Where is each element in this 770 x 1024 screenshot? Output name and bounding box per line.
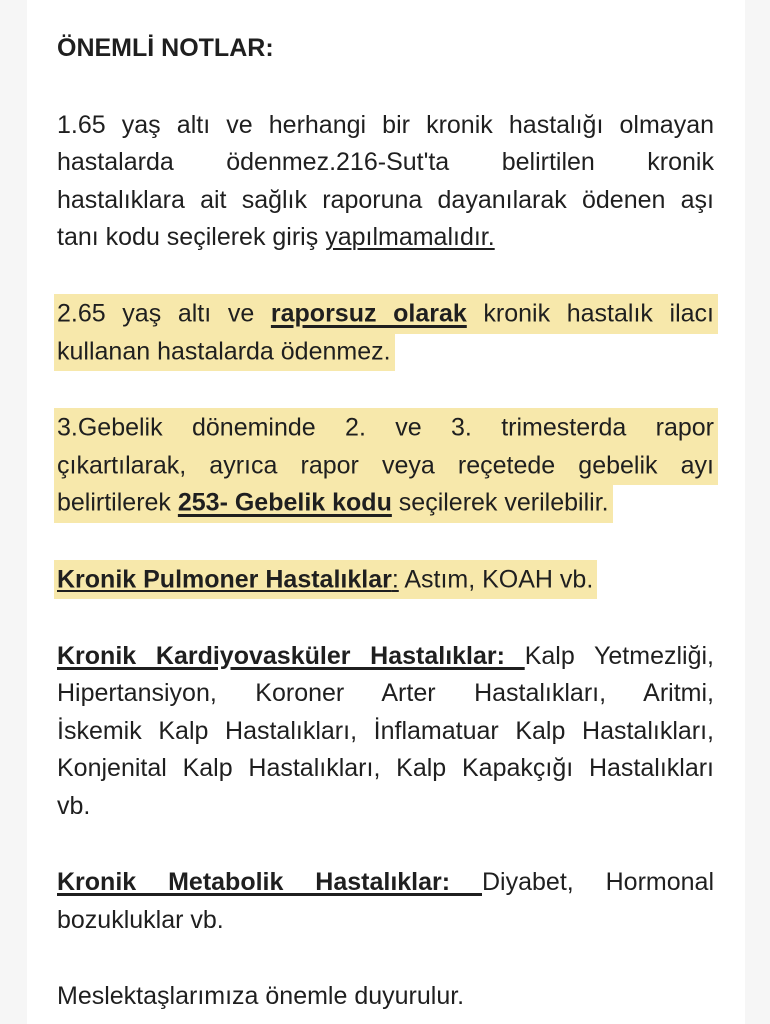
heading-bold-text: Kronik Pulmoner Hastalıklar	[57, 565, 392, 593]
underlined-text: yapılmamalıdır.	[325, 223, 495, 251]
highlight-span	[54, 332, 395, 372]
note-3-paragraph	[57, 410, 714, 523]
text-run: Diyabet, Hormonal	[482, 868, 714, 896]
kardiyovaskuler-paragraph	[57, 638, 714, 826]
text-run: kullanan hastalarda ödenmez.	[57, 337, 391, 365]
text-run: Kalp Yetmezliği,	[524, 641, 714, 670]
kardiyovaskuler-line-2	[57, 675, 714, 713]
note-3-line-3	[57, 485, 714, 523]
section-heading: Kronik Kardiyovasküler Hastalıklar:	[57, 641, 525, 670]
heading-colon: :	[391, 565, 399, 593]
section-heading: Kronik Metabolik Hastalıklar:	[57, 868, 482, 896]
text-run: hastalıklara ait sağlık raporuna dayanılarak ödenen aşı	[57, 185, 714, 214]
kardiyovaskuler-line-3	[57, 713, 714, 751]
text-run: 3.Gebelik döneminde 2. ve 3. trimesterda rapor	[57, 413, 714, 442]
text-run: bozukluklar vb.	[57, 905, 224, 934]
closing-line	[57, 978, 714, 1016]
metabolik-line-2	[57, 902, 714, 940]
note-2-line-2	[57, 333, 714, 371]
document-title: ÖNEMLİ NOTLAR:	[57, 34, 274, 62]
note-1-line-4	[57, 219, 714, 257]
kardiyovaskuler-line-4	[57, 750, 714, 788]
text-run: İskemik Kalp Hastalıkları, İnflamatuar Kalp Hastalıkları,	[57, 716, 714, 745]
text-run: Meslektaşlarımıza önemle duyurulur.	[57, 982, 465, 1010]
text-run: Hipertansiyon, Koroner Arter Hastalıkları, Aritmi,	[57, 679, 714, 707]
bold-underlined-text: 253- Gebelik kodu	[177, 488, 392, 517]
text-run: kronik hastalık ilacı	[466, 299, 715, 328]
note-3-line-1	[57, 410, 714, 448]
closing-paragraph	[57, 978, 714, 1016]
note-3-line-2	[57, 447, 714, 485]
note-2-paragraph	[57, 296, 714, 371]
text-run: seçilerek verilebilir.	[391, 488, 609, 517]
text-run: belirtilerek	[57, 488, 178, 517]
text-run: çıkartılarak, ayrıca rapor veya reçetede gebelik ayı	[57, 451, 714, 479]
highlight-span	[54, 294, 718, 334]
text-run: hastalarda ödenmez.216-Sut'ta belirtilen kronik	[57, 148, 714, 176]
metabolik-line-1	[57, 864, 714, 902]
text-run: vb.	[57, 791, 91, 820]
text-run: Konjenital Kalp Hastalıkları, Kalp Kapakçığı Hastalıkları	[57, 754, 714, 782]
text-run: Astım, KOAH vb.	[398, 565, 594, 593]
highlight-span	[54, 483, 613, 523]
text-run: tanı kodu seçilerek giriş	[57, 223, 326, 251]
document-page	[27, 0, 745, 1024]
pulmoner-paragraph	[57, 561, 714, 599]
text-run: 2.65 yaş altı ve	[57, 299, 271, 328]
note-2-line-1	[57, 296, 714, 334]
section-heading	[57, 565, 399, 593]
bold-underlined-text: raporsuz olarak	[270, 299, 467, 328]
highlight-span	[54, 446, 718, 486]
pulmoner-line	[57, 561, 714, 599]
highlight-span	[54, 408, 718, 448]
note-1-line-2	[57, 144, 714, 182]
kardiyovaskuler-line-1	[57, 638, 714, 676]
note-1-line-1	[57, 107, 714, 145]
highlight-span	[54, 560, 597, 600]
note-1-line-3	[57, 182, 714, 220]
text-run: 1.65 yaş altı ve herhangi bir kronik hastalığı olmayan	[57, 110, 714, 139]
kardiyovaskuler-line-5	[57, 788, 714, 826]
metabolik-paragraph	[57, 864, 714, 939]
note-1-paragraph	[57, 107, 714, 257]
